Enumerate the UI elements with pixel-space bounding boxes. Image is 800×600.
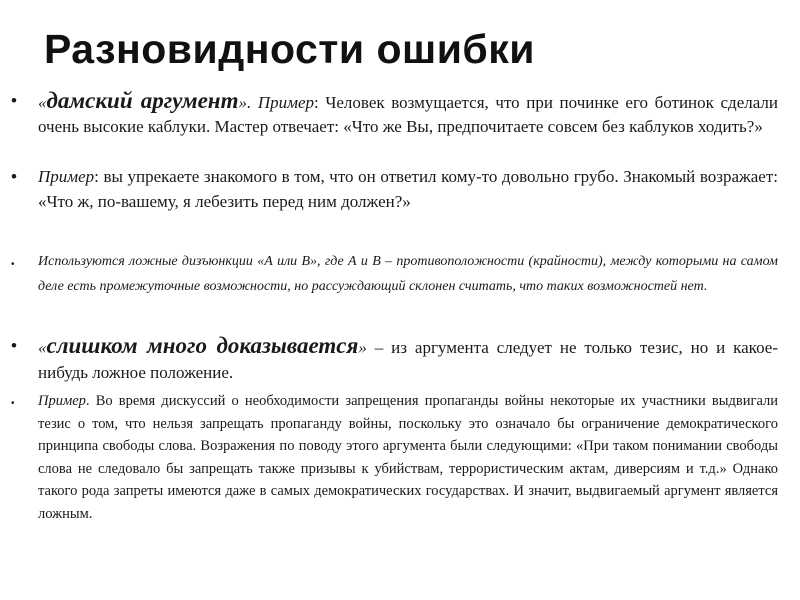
list-item bbox=[11, 250, 778, 299]
open-quote: « bbox=[38, 338, 47, 357]
list-item bbox=[11, 88, 779, 139]
item-text: : вы упрекаете знакомого в том, что он ответил кому-то довольно грубо. Знакомый возражает: «Что ж, по-вашему, я лебезить перед ним должен?» bbox=[38, 167, 778, 211]
item-text: : Человек возмущается, что при починке его ботинок сделали очень высокие каблуки. Мастер отвечает: «Что же Вы, предпочитаете совсем без каблуков ходить?» bbox=[38, 93, 779, 136]
bullet-icon: • bbox=[11, 91, 17, 110]
slide-title: Разновидности ошибки bbox=[44, 26, 535, 72]
example-label: Пример bbox=[257, 93, 314, 112]
example-label: Пример bbox=[38, 167, 95, 186]
list-item bbox=[11, 165, 778, 214]
list-item bbox=[11, 333, 778, 385]
item-text: . Во время дискуссий о необходимости запрещения пропаганды войны некоторые их участники выдвигали тезис о том, что нельзя запрещать пропаганду войны, поскольку это означало бы ограничение демократического принципа свободы слова. Возражения по поводу этого аргумента были следующими: «При таком понимании свободы слова не следовало бы запрещать также призывы к убийствам, террористическим актам, диверсиям и т.д.» Однако такого рода запреты имеются даже в самых демократических государствах. И значит, выдвигаемый аргумент является ложным. bbox=[38, 393, 778, 522]
bullet-icon: • bbox=[11, 398, 15, 409]
bullet-icon: • bbox=[11, 167, 17, 186]
item-text: Используются ложные дизъюнкции «А или В», где А и В – противоположности (крайности), между которыми на самом деле есть промежуточные возможности, но рассуждающий склонен считать, что таких возможностей нет. bbox=[38, 254, 778, 294]
close-quote: ». bbox=[238, 93, 252, 112]
close-quote: » bbox=[358, 338, 367, 357]
term-label: слишком много доказывается bbox=[46, 333, 359, 358]
bullet-icon: • bbox=[11, 336, 17, 355]
list-item bbox=[11, 390, 778, 525]
item-text: – из аргумента следует не только тезис, но и какое-нибудь ложное положение. bbox=[38, 338, 778, 382]
example-label: Пример bbox=[38, 393, 86, 409]
open-quote: « bbox=[38, 93, 47, 112]
bullet-icon: • bbox=[11, 259, 15, 270]
term-label: дамский аргумент bbox=[46, 88, 239, 113]
